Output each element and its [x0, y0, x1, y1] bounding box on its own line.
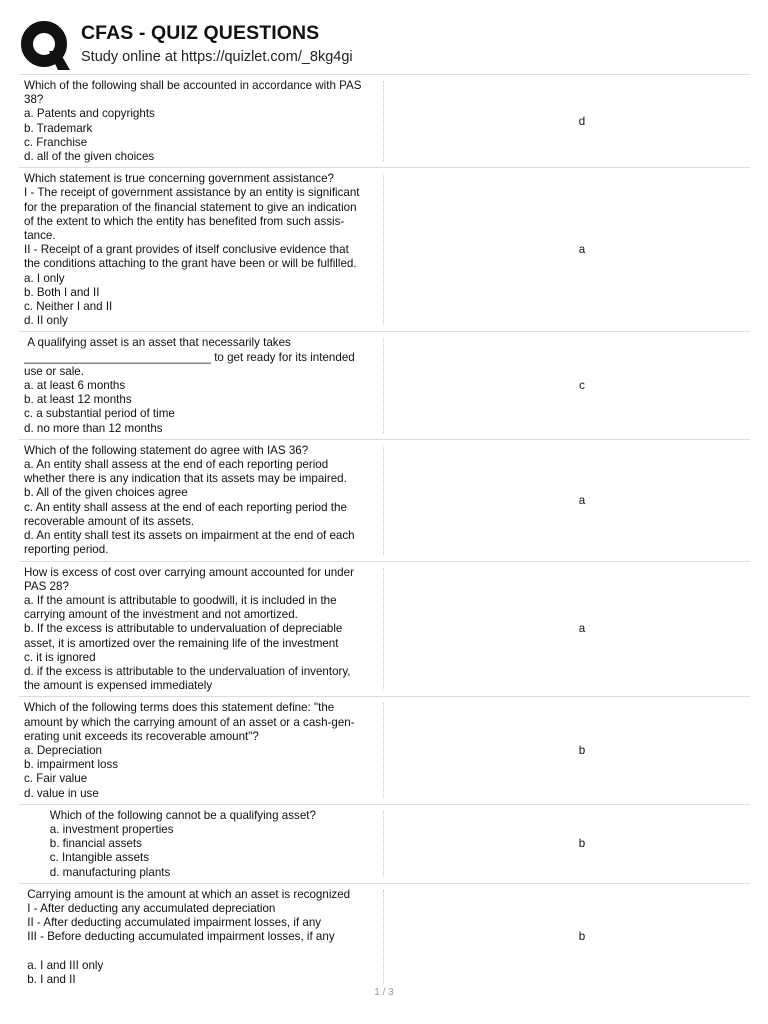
column-divider	[383, 703, 384, 797]
column-divider	[383, 890, 384, 984]
table-row	[19, 167, 750, 331]
answer-cell: d	[578, 114, 586, 128]
column-divider	[383, 446, 384, 555]
page-number: 1 / 3	[374, 987, 394, 998]
column-divider	[383, 338, 384, 432]
question-cell: Which statement is true concerning government assistance? I - The receipt of government assistance by an entity is significant for the preparation of the financial statement to give an indication of the extent to which the entity has benefited from such assis- tance. II - Receipt of a grant provides of itself conclusive evidence that the conditions attaching to the grant have been or will be fulfilled. a. I only b. Both I and II c. Neither I and II d. II only	[24, 172, 360, 328]
answer-cell: b	[578, 930, 586, 944]
table-row	[19, 74, 750, 167]
table-row	[19, 696, 750, 803]
answer-cell: a	[578, 493, 586, 507]
answer-cell: c	[579, 379, 585, 393]
question-cell: Which of the following terms does this statement define: "the amount by which the carrying amount of an asset or a cash-gen- erating unit exceeds its recoverable amount"? a. Depreciation b. impairment loss c. Fair value d. value in use	[24, 701, 355, 800]
answer-cell: a	[578, 243, 586, 257]
page-title: CFAS - QUIZ QUESTIONS	[81, 22, 320, 44]
quizlet-logo-icon	[20, 20, 70, 70]
question-cell: Which of the following statement do agree with IAS 36? a. An entity shall assess at the end of each reporting period whether there is any indication that its assets may be impaired. b. All of the given choices agree c. An entity shall assess at the end of each reporting period the recoverable amount of its assets. d. An entity shall test its assets on impairment at the end of each reporting period.	[24, 443, 355, 557]
page-header	[0, 0, 768, 74]
answer-cell: a	[578, 622, 586, 636]
question-cell: A qualifying asset is an asset that necessarily takes _____________________________ to get ready for its intended use or sale. a. at least 6 months b. at least 12 months c. a substantial period of time d. no more than 12 months	[24, 336, 355, 435]
table-row	[19, 331, 750, 438]
question-cell: Carrying amount is the amount at which an asset is recognized I - After deducting any accumulated depreciation II - After deducting accumulated impairment losses, if any III - Before deducting accumulated impairment losses, if any a. I and III only b. I and II	[27, 887, 351, 986]
table-row	[19, 561, 750, 697]
quiz-table	[19, 74, 750, 990]
answer-cell: b	[578, 744, 586, 758]
column-divider	[383, 81, 384, 161]
column-divider	[383, 568, 384, 691]
answer-cell: b	[578, 837, 586, 851]
question-cell: Which of the following shall be accounted in accordance with PAS 38? a. Patents and copyrights b. Trademark c. Franchise d. all of the given choices	[24, 79, 362, 164]
study-link: Study online at https://quizlet.com/_8kg4gi	[81, 49, 353, 65]
question-cell: Which of the following cannot be a qualifying asset? a. investment properties b. financial assets c. Intangible assets d. manufacturing plants	[49, 808, 316, 879]
table-row	[19, 883, 750, 990]
question-cell: How is excess of cost over carrying amount accounted for under PAS 28? a. If the amount is attributable to goodwill, it is included in the carrying amount of the investment and not amortized. b. If the excess is attributable to undervaluation of depreciable asset, it is amortized over the remaining life of the investment c. it is ignored d. if the excess is attributable to the undervaluation of inventory, the amount is expensed immediately	[24, 565, 354, 693]
column-divider	[383, 811, 384, 877]
table-row	[19, 804, 750, 883]
column-divider	[383, 174, 384, 325]
table-row	[19, 439, 750, 561]
